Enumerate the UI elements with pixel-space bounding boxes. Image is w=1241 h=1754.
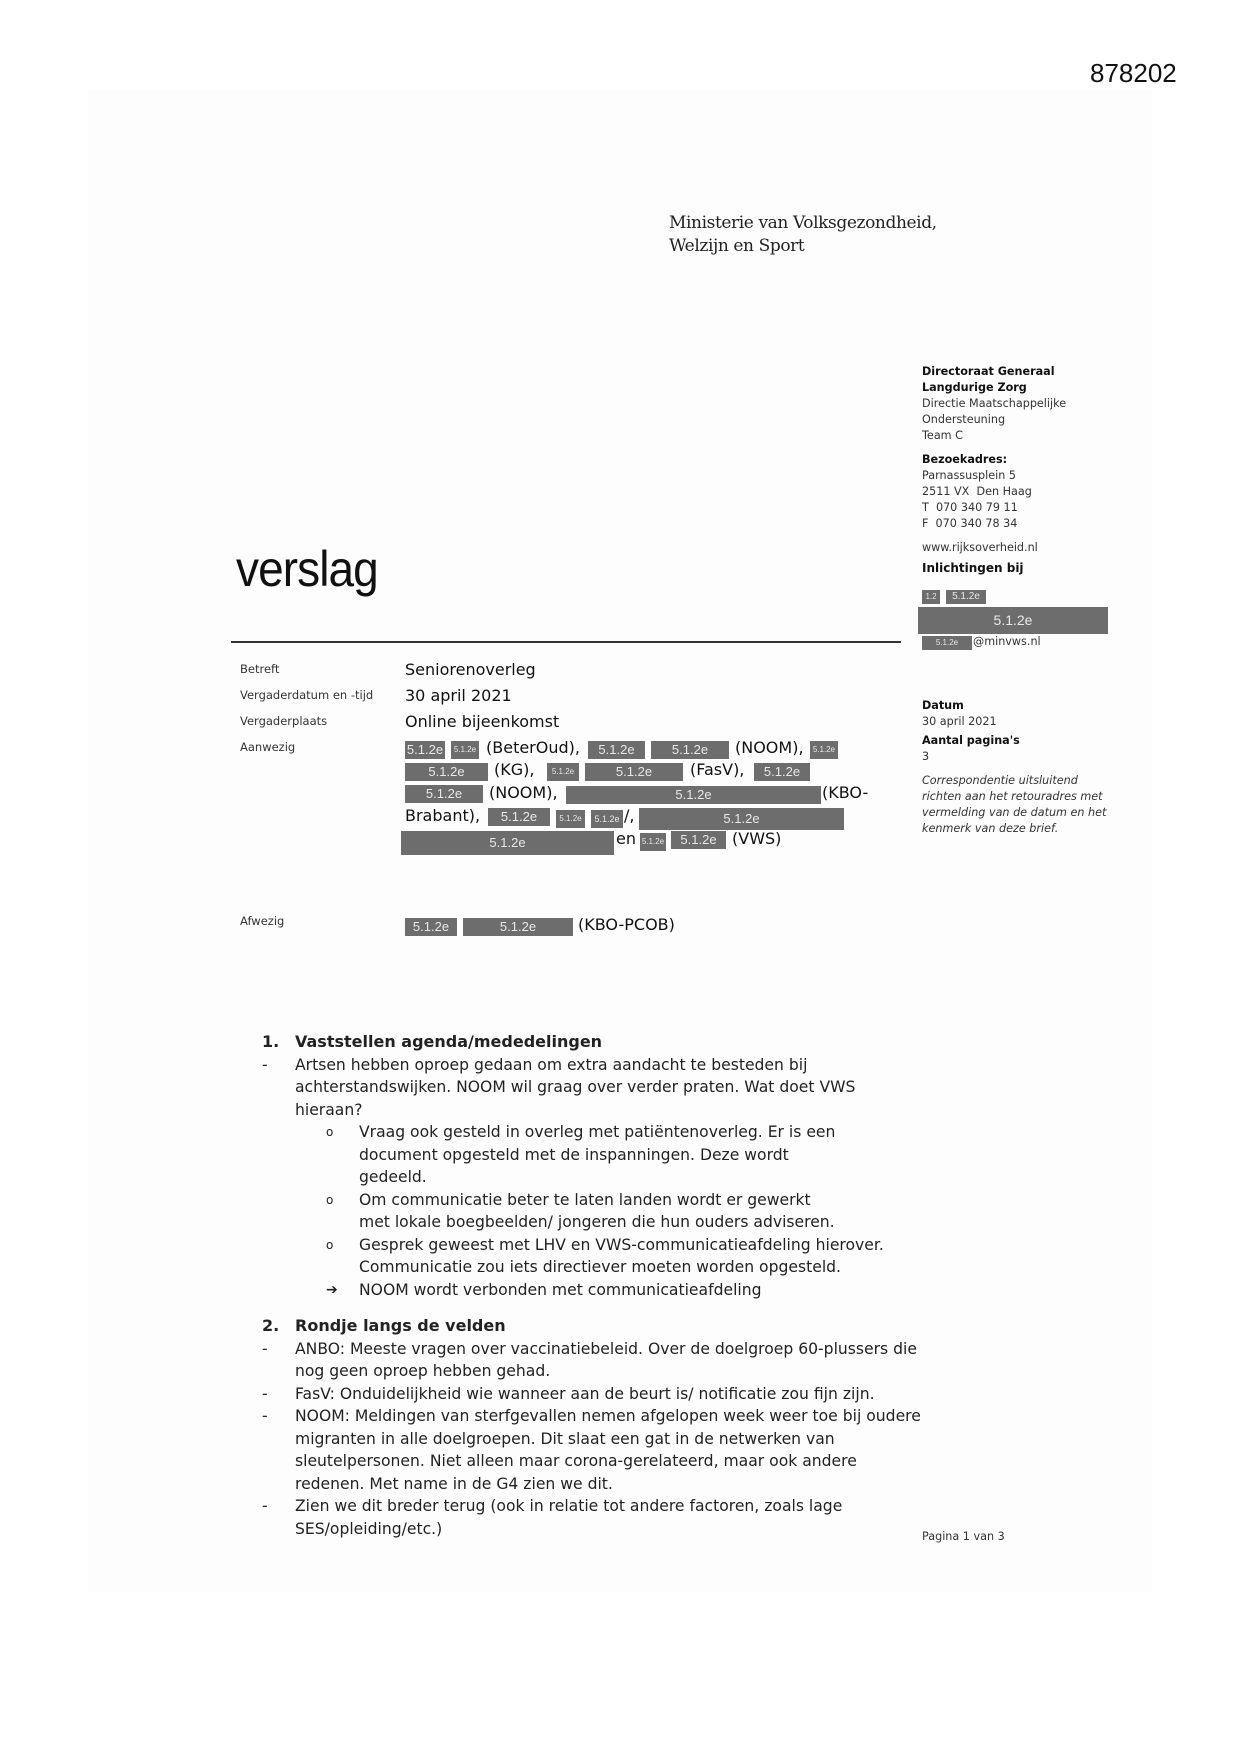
dept-line-1: Directie Maatschappelijke <box>922 397 1067 410</box>
redaction-block: 5.1.2e <box>591 810 623 828</box>
ministry-logo-text <box>669 212 937 258</box>
redaction-block: 5.1.2e <box>556 810 585 828</box>
ministry-line-2: Welzijn en Sport <box>669 236 805 256</box>
absent-label: Afwezig <box>240 914 285 928</box>
org-label: (NOOM), <box>735 738 804 757</box>
redaction-block: 5.1.2e <box>810 741 838 759</box>
redaction-block: 5.1.2e <box>451 741 479 759</box>
redaction-block: 5.1.2e <box>922 636 972 650</box>
subject-label: Betreft <box>240 662 280 676</box>
pages-value: 3 <box>922 750 930 763</box>
org-label: (KBO- <box>822 783 869 802</box>
present-label: Aanwezig <box>240 740 296 754</box>
team: Team C <box>922 429 963 442</box>
minutes-body <box>262 1031 922 1540</box>
document-number: 878202 <box>1090 58 1177 88</box>
redaction-block: 5.1.2e <box>754 763 810 781</box>
date-label: Datum <box>922 699 964 712</box>
redaction-block: 5.1.2e <box>547 763 579 781</box>
sender-sidebar <box>922 364 1122 576</box>
phone: T 070 340 79 11 <box>922 501 1018 514</box>
section-heading: 1. Vaststellen agenda/mededelingen <box>262 1032 603 1051</box>
org-label: (VWS) <box>732 829 782 848</box>
street: Parnassusplein 5 <box>922 469 1016 482</box>
place-value: Online bijeenkomst <box>405 712 560 731</box>
redaction-block: 5.1.2e <box>671 831 726 849</box>
city: 2511 VX Den Haag <box>922 485 1032 498</box>
list-item: - FasV: Onduidelijkheid wie wanneer aan de beurt is/ notificatie zou fijn zijn. <box>262 1384 875 1403</box>
fax: F 070 340 78 34 <box>922 517 1018 530</box>
website-link[interactable]: www.rijksoverheid.nl <box>922 541 1038 554</box>
bullet-circle-icon: o <box>326 1125 334 1139</box>
date-block <box>922 698 1122 837</box>
list-item: - Artsen hebben oproep gedaan om extra aandacht te besteden bij achterstandswijken. NOOM wil graag over verder praten. Wat doet VWS hieraan? <box>262 1055 856 1119</box>
org-label: (NOOM), <box>489 783 558 802</box>
info-label: Inlichtingen bij <box>922 561 1024 575</box>
redaction-block: 5.1.2e <box>588 741 645 759</box>
redaction-block: 5.1.2e <box>946 590 986 604</box>
document-title: verslag <box>236 541 378 597</box>
redaction-block: 5.1.2e <box>585 763 683 781</box>
redaction-block: 5.1.2e <box>405 785 483 803</box>
date-value: 30 april 2021 <box>922 715 997 728</box>
conjunction: en <box>616 829 636 848</box>
redaction-block: 5.1.2e <box>566 786 821 804</box>
section-heading: 2. Rondje langs de velden <box>262 1316 506 1335</box>
place-label: Vergaderplaats <box>240 714 328 728</box>
redaction-block: 5.1.2e <box>401 831 614 855</box>
redaction-block: 5.1.2e <box>405 763 488 781</box>
title-divider <box>231 641 901 643</box>
org-line-1: Directoraat Generaal <box>922 365 1055 378</box>
redaction-block: 5.1.2e <box>463 918 573 936</box>
redaction-block: 5.1.2e <box>651 741 729 759</box>
redaction-block: 5.1.2e <box>406 742 444 757</box>
visit-address-label: Bezoekadres: <box>922 453 1008 466</box>
org-label: (KBO-PCOB) <box>578 915 675 934</box>
redaction-block: 5.1.2e <box>405 918 457 936</box>
list-item: - Zien we dit breder terug (ook in relatie tot andere factoren, zoals lage SES/opleiding/etc.) <box>262 1497 843 1538</box>
sub-list-item: o Gesprek geweest met LHV en VWS-communicatieafdeling hierover. Communicatie zou iets directiever moeten worden opgesteld. <box>326 1235 884 1276</box>
bullet-circle-icon: o <box>326 1237 334 1252</box>
redaction-block: 5.1.2e <box>639 808 844 830</box>
separator: /, <box>624 806 635 825</box>
sub-list-item: o Om communicatie beter te laten landen wordt er gewerkt met lokale boegbeelden/ jongeren die hun ouders adviseren. <box>326 1190 835 1231</box>
ministry-line-1: Ministerie van Volksgezondheid, <box>669 213 937 233</box>
date-label: Vergaderdatum en -tijd <box>240 688 374 702</box>
list-item: - NOOM: Meldingen van sterfgevallen nemen afgelopen week weer toe bij oudere migranten in alle doelgroepen. Dit slaat een gat in de netwerken van sleutelpersonen. Niet alleen maar corona-gerelateerd, maar ook andere redenen. Met name in de G4 zien we dit. <box>262 1407 921 1493</box>
sub-list-item: o Vraag ook gesteld in overleg met patiëntenoverleg. Er is een document opgesteld met de inspanningen. Deze wordt gedeeld. <box>326 1123 836 1186</box>
redaction-block: 1.2 <box>922 590 940 604</box>
pages-label: Aantal pagina's <box>922 734 1020 747</box>
redaction-block: 5.1.2e <box>488 808 550 826</box>
bullet-circle-icon: o <box>326 1192 334 1207</box>
subject-value: Seniorenoverleg <box>405 660 536 679</box>
redaction-block: 5.1.2e <box>640 833 666 851</box>
sub-list-item: ➔ NOOM wordt verbonden met communicatieafdeling <box>262 1279 922 1302</box>
list-item: - ANBO: Meeste vragen over vaccinatiebeleid. Over de doelgroep 60-plussers die nog geen oproep hebben gehad. <box>262 1339 917 1380</box>
redaction-block: 5.1.2e <box>918 607 1108 634</box>
dept-line-2: Ondersteuning <box>922 413 1006 426</box>
email-suffix: @minvws.nl <box>973 635 1041 648</box>
org-label: (KG), <box>494 760 535 779</box>
correspondence-note: Correspondentie uitsluitend richten aan het retouradres met vermelding van de datum en het kenmerk van deze brief. <box>922 774 1107 835</box>
org-label: Brabant), <box>405 806 481 825</box>
page-indicator: Pagina 1 van 3 <box>922 1530 1005 1543</box>
arrow-right-icon: ➔ <box>326 1281 338 1298</box>
date-value: 30 april 2021 <box>405 686 512 705</box>
org-label: (FasV), <box>690 760 745 779</box>
org-line-2: Langdurige Zorg <box>922 381 1027 394</box>
org-label: (BeterOud), <box>486 738 580 757</box>
